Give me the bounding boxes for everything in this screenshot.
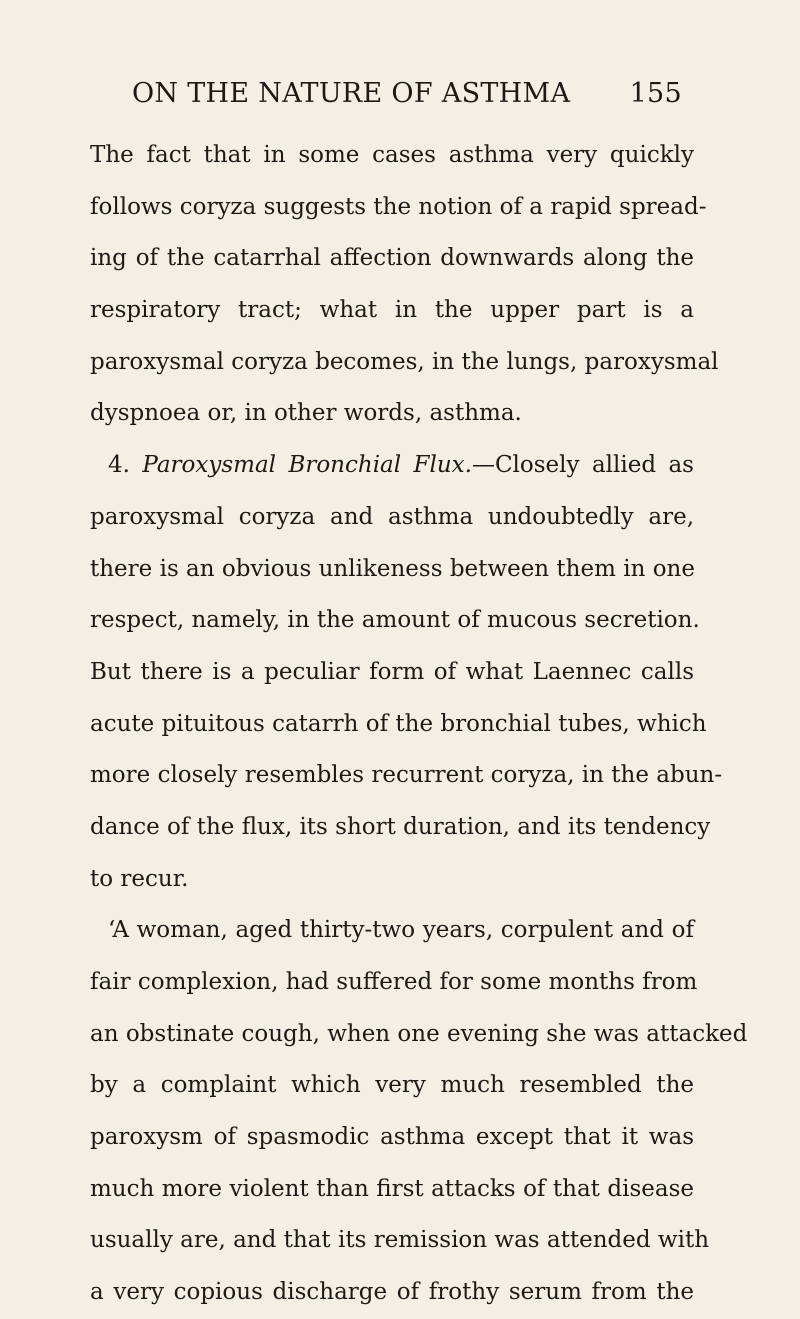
text-line: an obstinate cough, when one evening she was attacked (90, 1020, 748, 1047)
text-line: much more violent than first attacks of that disease (90, 1175, 694, 1202)
text-line: paroxysmal coryza becomes, in the lungs, paroxysmal (90, 348, 719, 375)
text-line: respect, namely, in the amount of mucous secretion. (90, 607, 700, 634)
section-number: 4. (108, 452, 143, 479)
text-line: respiratory tract; what in the upper part is a (90, 297, 694, 324)
body-text (90, 130, 748, 1319)
text-line: paroxysmal coryza and asthma undoubtedly are, (90, 503, 694, 530)
text-line: follows coryza suggests the notion of a rapid spread- (90, 193, 707, 220)
text-line: by a complaint which very much resembled the (90, 1072, 694, 1099)
text-line: dance of the flux, its short duration, and its tendency (90, 813, 711, 840)
text-line: ing of the catarrhal affection downwards along the (90, 245, 694, 272)
text-line: ‘A woman, aged thirty-two years, corpulent and of (108, 917, 694, 944)
text-line: a very copious discharge of frothy serum from the (90, 1279, 694, 1306)
text-line: The fact that in some cases asthma very quickly (90, 142, 694, 168)
section-heading-line (90, 440, 694, 492)
text-line: But there is a peculiar form of what Laennec calls (90, 658, 694, 685)
text-line: there is an obvious unlikeness between them in one (90, 555, 695, 582)
text-line: paroxysm of spasmodic asthma except that it was (90, 1124, 694, 1151)
text-line: more closely resembles recurrent coryza, in the abun- (90, 762, 723, 789)
section-heading: Paroxysmal Bronchial Flux. (142, 452, 472, 479)
text-line: to recur. (90, 865, 189, 892)
running-head-title: ON THE NATURE OF ASTHMA (132, 78, 571, 109)
text-line: usually are, and that its remission was attended with (90, 1227, 710, 1254)
running-head (132, 76, 682, 112)
text-line: dyspnoea or, in other words, asthma. (90, 400, 522, 427)
text-line: acute pituitous catarrh of the bronchial tubes, which (90, 710, 707, 737)
text-line: fair complexion, had suffered for some months from (90, 969, 698, 995)
section-heading-continuation: —Closely allied as (471, 452, 694, 479)
page-number: 155 (629, 78, 682, 109)
